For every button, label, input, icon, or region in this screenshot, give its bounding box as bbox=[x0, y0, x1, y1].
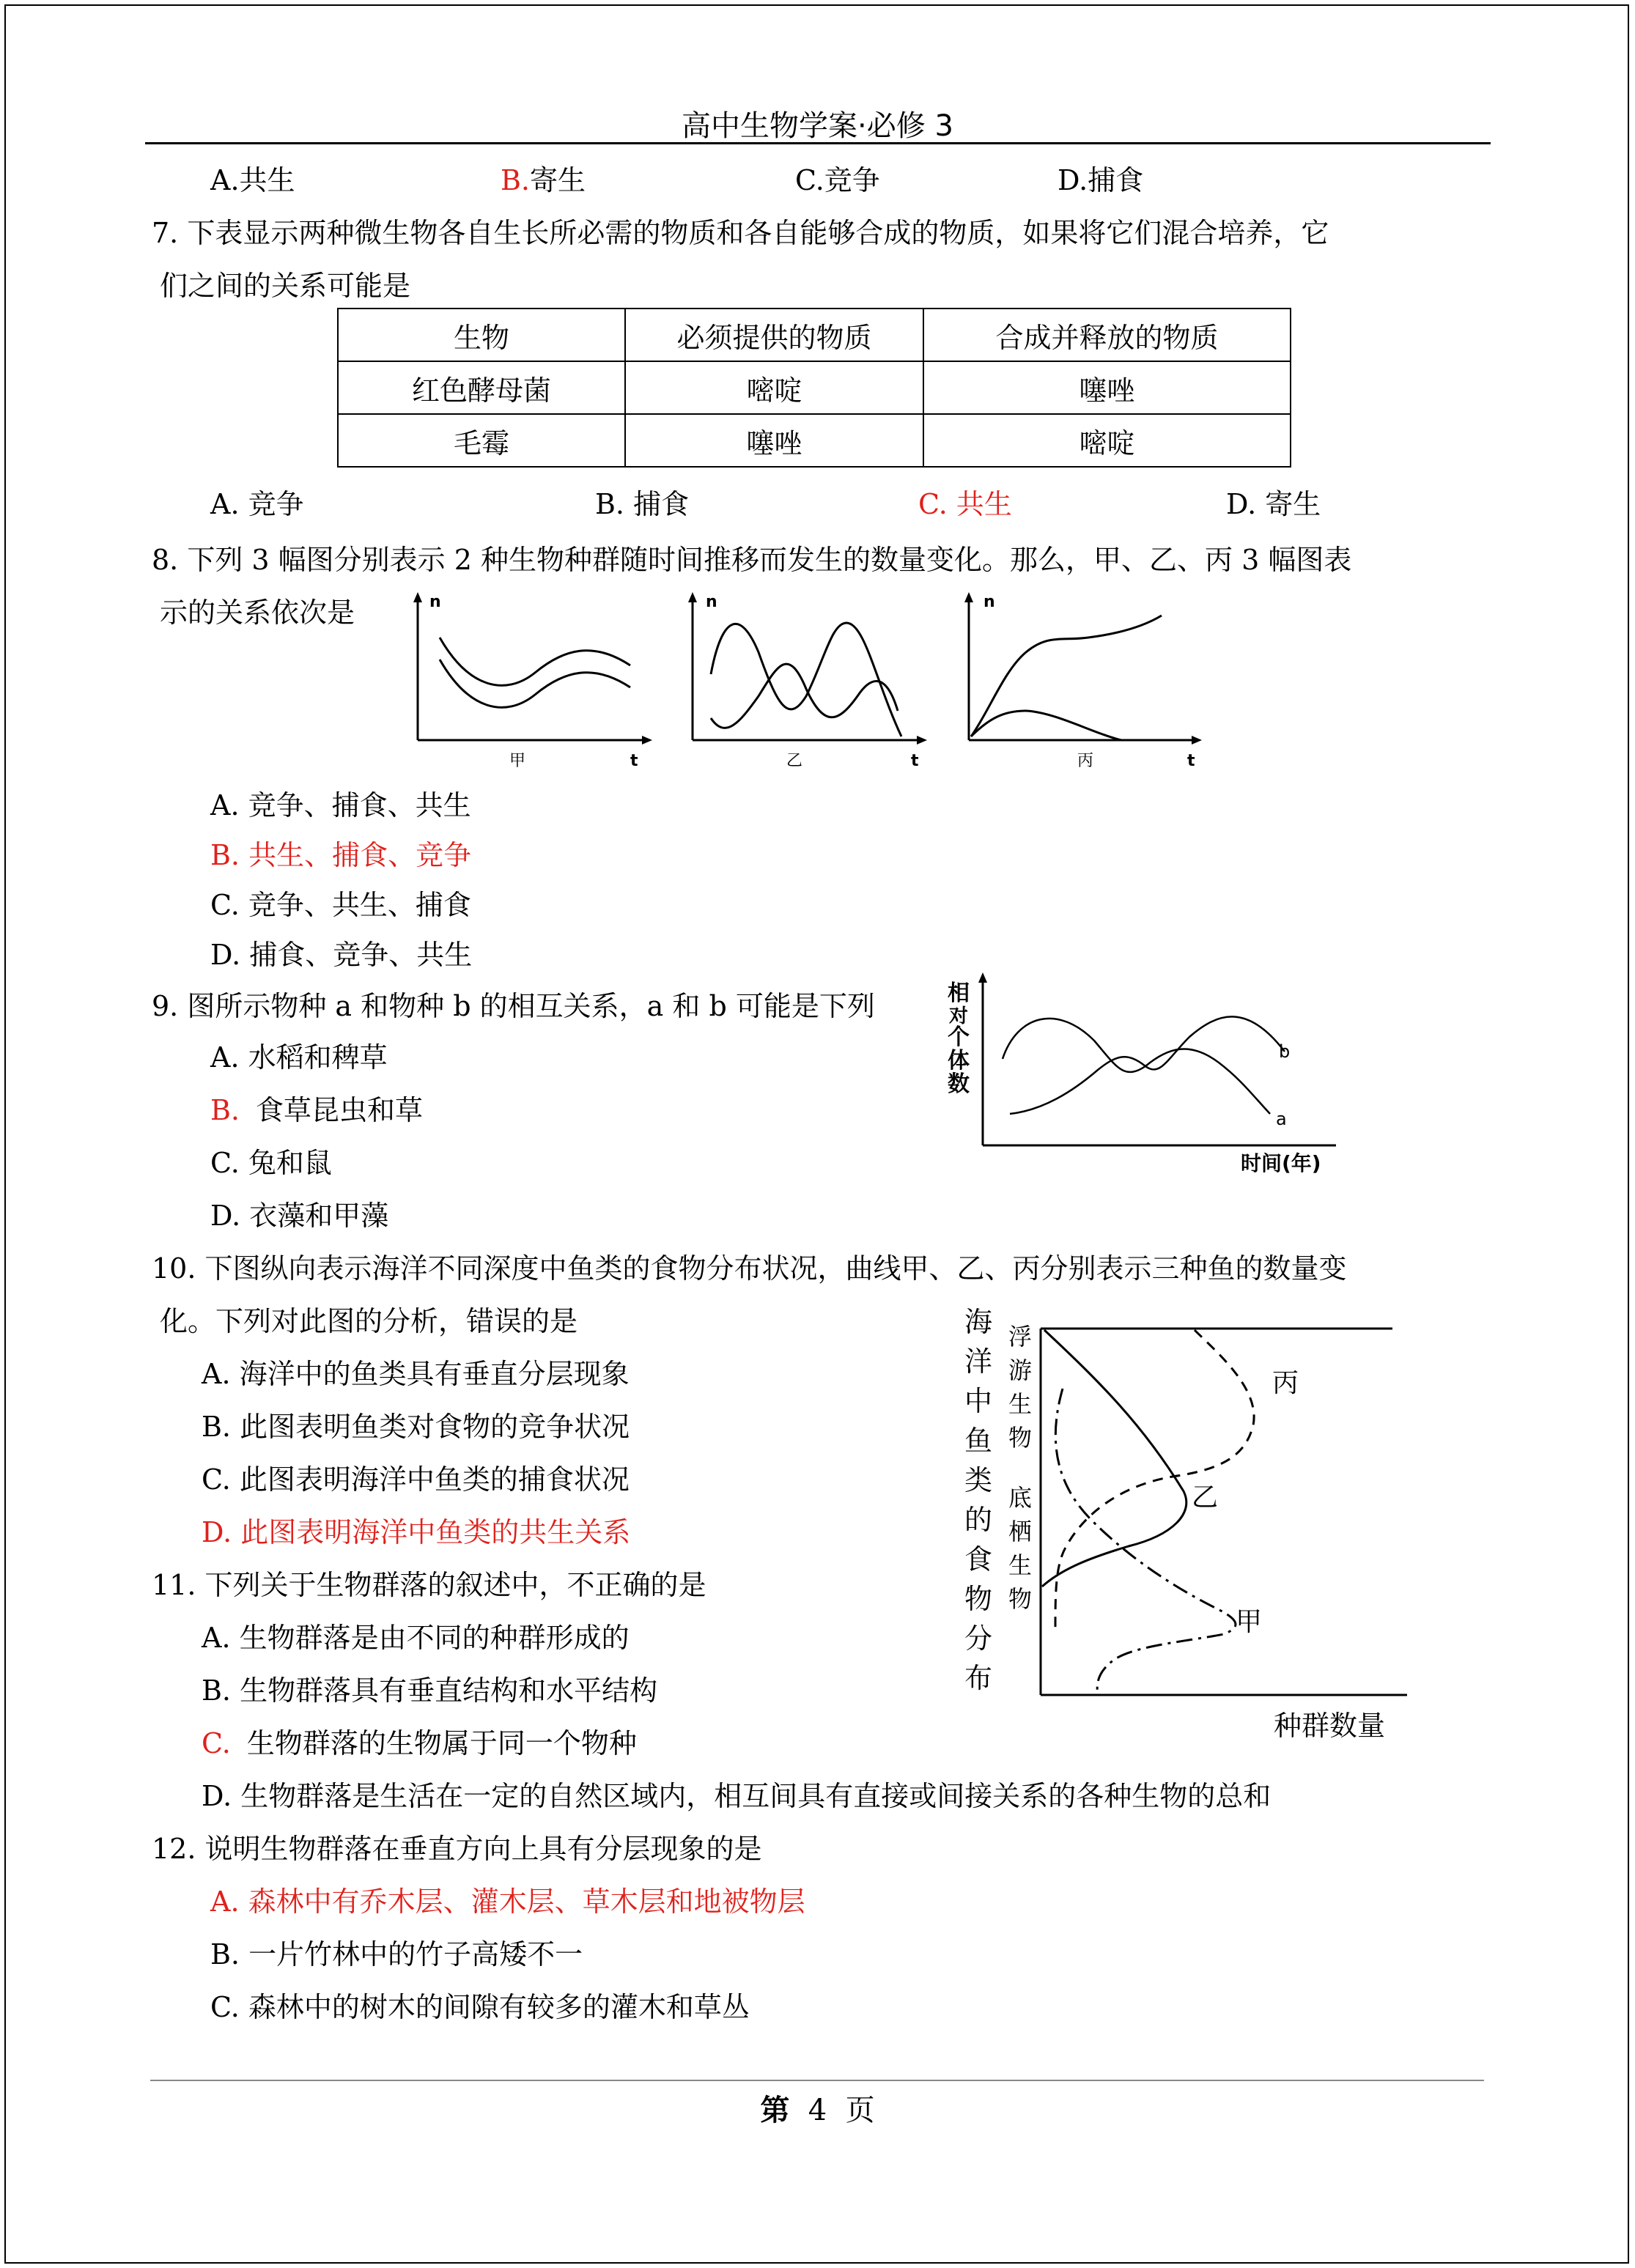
q11-option-c-text: 生物群落的生物属于同一个物种 bbox=[246, 1727, 637, 1759]
bottom-label-char: 物 bbox=[1008, 1585, 1033, 1613]
y-label: n bbox=[983, 593, 995, 611]
q9-option-d: D. 衣藻和甲藻 bbox=[210, 1200, 389, 1232]
curve-b-label: b bbox=[1279, 1041, 1291, 1062]
q12-option-c: C. 森林中的树木的间隙有较多的灌木和草丛 bbox=[210, 1991, 750, 2023]
q11-option-d: D. 生物群落是生活在一定的自然区域内，相互间具有直接或间接关系的各种生物的总和 bbox=[202, 1780, 1272, 1812]
q6-option-b-letter: B. bbox=[501, 164, 531, 196]
curve-yi-label: 乙 bbox=[1192, 1482, 1219, 1512]
float-label-char: 游 bbox=[1008, 1356, 1033, 1384]
x-axis-arrow bbox=[1192, 736, 1202, 745]
float-label-char: 物 bbox=[1008, 1424, 1033, 1452]
table-header-row bbox=[338, 309, 1291, 361]
y-axis-arrow bbox=[964, 592, 973, 602]
curve-bing-label: 丙 bbox=[1272, 1368, 1299, 1398]
q6-option-c: C.竞争 bbox=[795, 164, 880, 196]
q8-option-b: B. 共生、捕食、竞争 bbox=[210, 839, 472, 871]
q9-option-a: A. 水稻和稗草 bbox=[210, 1041, 388, 1074]
graph-caption: 甲 bbox=[509, 752, 526, 770]
page-header-title: 高中生物学案·必修 3 bbox=[682, 109, 953, 143]
y-axis-arrow bbox=[413, 592, 422, 602]
q10-option-b: B. 此图表明鱼类对食物的竞争状况 bbox=[202, 1411, 630, 1443]
footer-prefix: 第 bbox=[760, 2094, 790, 2127]
y-title-char: 洋 bbox=[964, 1345, 993, 1378]
q9-graph bbox=[940, 971, 1351, 1191]
y-axis-arrow bbox=[978, 972, 987, 983]
curve-jia-label: 甲 bbox=[1236, 1607, 1263, 1637]
q8-option-d: D. 捕食、竞争、共生 bbox=[210, 939, 473, 971]
q8-graph-jia bbox=[403, 586, 652, 784]
graph-caption: 丙 bbox=[1077, 752, 1094, 770]
curve-a bbox=[1003, 1019, 1270, 1114]
curve-winner bbox=[971, 616, 1162, 736]
y-label: n bbox=[429, 593, 441, 611]
x-label: 时间(年) bbox=[1241, 1151, 1321, 1175]
q12-stem: 12. 说明生物群落在垂直方向上具有分层现象的是 bbox=[152, 1833, 762, 1865]
table-header-cell: 必须提供的物质 bbox=[625, 309, 923, 361]
table-cell: 嘧啶 bbox=[923, 414, 1291, 467]
q10-stem-line1: 10. 下图纵向表示海洋不同深度中鱼类的食物分布状况，曲线甲、乙、丙分别表示三种鱼的数量变 bbox=[152, 1252, 1347, 1285]
q7-stem-line1: 7. 下表显示两种微生物各自生长所必需的物质和各自能够合成的物质，如果将它们混合培养，它 bbox=[152, 217, 1329, 249]
page-footer bbox=[0, 2087, 1635, 2129]
y-axis-arrow bbox=[688, 592, 697, 602]
y-title-char: 海 bbox=[964, 1306, 993, 1338]
y-label-char: 体 bbox=[948, 1048, 970, 1074]
q7-option-c: C. 共生 bbox=[918, 488, 1012, 520]
bottom-label-char: 栖 bbox=[1008, 1518, 1033, 1545]
q8-option-a: A. 竞争、捕食、共生 bbox=[210, 789, 471, 821]
bottom-label-char: 底 bbox=[1008, 1484, 1033, 1512]
y-title-char: 分 bbox=[964, 1622, 993, 1655]
table-cell: 毛霉 bbox=[338, 414, 625, 467]
q11-option-a: A. 生物群落是由不同的种群形成的 bbox=[202, 1622, 630, 1654]
q10-graph bbox=[953, 1293, 1422, 1748]
float-label-char: 生 bbox=[1008, 1390, 1033, 1418]
x-axis-arrow bbox=[917, 736, 927, 745]
y-label: n bbox=[706, 593, 717, 611]
graph-caption: 乙 bbox=[786, 752, 803, 770]
curve-a-label: a bbox=[1276, 1109, 1287, 1129]
q8-option-c: C. 竞争、共生、捕食 bbox=[210, 889, 471, 921]
table-cell: 嘧啶 bbox=[625, 361, 923, 414]
q11-option-c bbox=[202, 1726, 637, 1761]
q11-option-b: B. 生物群落具有垂直结构和水平结构 bbox=[202, 1674, 658, 1707]
q9-option-b-letter: B. bbox=[210, 1094, 240, 1126]
q8-graph-bing bbox=[953, 586, 1202, 784]
header-rule bbox=[145, 142, 1491, 144]
y-title-char: 布 bbox=[964, 1662, 993, 1694]
table-header-cell: 合成并释放的物质 bbox=[923, 309, 1291, 361]
q7-option-d: D. 寄生 bbox=[1226, 488, 1321, 520]
table-header-cell: 生物 bbox=[338, 309, 625, 361]
curve-bing bbox=[1055, 1330, 1254, 1630]
curve-loser bbox=[971, 711, 1121, 740]
q9-option-c: C. 兔和鼠 bbox=[210, 1147, 332, 1179]
x-label: 种群数量 bbox=[1274, 1710, 1386, 1742]
x-label: t bbox=[1187, 752, 1195, 770]
table-cell: 红色酵母菌 bbox=[338, 361, 625, 414]
page-number: 4 bbox=[808, 2094, 827, 2127]
curve-yi bbox=[1042, 1330, 1186, 1587]
q10-option-d: D. 此图表明海洋中鱼类的共生关系 bbox=[202, 1516, 631, 1548]
q8-stem-line2: 示的关系依次是 bbox=[160, 596, 355, 629]
q7-table bbox=[337, 308, 1291, 468]
y-label-char: 对 bbox=[949, 1005, 969, 1027]
q10-stem-line2: 化。下列对此图的分析，错误的是 bbox=[160, 1305, 578, 1337]
y-label-char: 相 bbox=[948, 980, 970, 1006]
q7-stem-line2: 们之间的关系可能是 bbox=[160, 270, 411, 302]
float-label-char: 浮 bbox=[1008, 1323, 1033, 1351]
table-row bbox=[338, 414, 1291, 467]
q12-option-b: B. 一片竹林中的竹子高矮不一 bbox=[210, 1938, 583, 1970]
footer-rule bbox=[150, 2080, 1484, 2081]
q8-stem-line1: 8. 下列 3 幅图分别表示 2 种生物种群随时间推移而发生的数量变化。那么，甲、乙、丙 3 幅图表 bbox=[152, 544, 1352, 576]
curve-prey bbox=[711, 664, 898, 728]
table-cell: 噻唑 bbox=[625, 414, 923, 467]
q9-stem: 9. 图所示物种 a 和物种 b 的相互关系，a 和 b 可能是下列 bbox=[152, 990, 875, 1022]
y-title-char: 物 bbox=[964, 1583, 993, 1615]
q6-option-d: D.捕食 bbox=[1058, 164, 1144, 196]
q7-option-a: A. 竞争 bbox=[210, 488, 304, 520]
y-title-char: 鱼 bbox=[964, 1425, 993, 1457]
q9-option-b bbox=[210, 1093, 423, 1128]
q11-stem: 11. 下列关于生物群落的叙述中，不正确的是 bbox=[152, 1569, 706, 1601]
q7-option-b: B. 捕食 bbox=[595, 488, 690, 520]
q10-option-a: A. 海洋中的鱼类具有垂直分层现象 bbox=[202, 1358, 630, 1390]
y-title-char: 类 bbox=[964, 1464, 993, 1496]
q11-option-c-letter: C. bbox=[202, 1727, 231, 1759]
q8-graph-yi bbox=[678, 586, 927, 784]
table-row bbox=[338, 361, 1291, 414]
bottom-label-char: 生 bbox=[1008, 1551, 1033, 1579]
y-title-char: 中 bbox=[964, 1385, 993, 1417]
q6-option-b bbox=[501, 163, 586, 198]
y-title-char: 的 bbox=[964, 1504, 993, 1536]
curve-upper bbox=[440, 638, 630, 685]
curve-lower bbox=[440, 660, 630, 707]
x-label: t bbox=[911, 752, 919, 770]
q6-option-a: A.共生 bbox=[210, 164, 295, 196]
y-title-char: 食 bbox=[964, 1543, 993, 1576]
y-label-char: 个 bbox=[948, 1024, 970, 1050]
y-label-char: 数 bbox=[948, 1071, 970, 1097]
footer-suffix: 页 bbox=[845, 2094, 875, 2127]
q10-option-c: C. 此图表明海洋中鱼类的捕食状况 bbox=[202, 1463, 630, 1496]
q12-option-a: A. 森林中有乔木层、灌木层、草木层和地被物层 bbox=[210, 1885, 805, 1918]
x-label: t bbox=[630, 752, 638, 770]
table-cell: 噻唑 bbox=[923, 361, 1291, 414]
q9-option-b-text: 食草昆虫和草 bbox=[256, 1094, 424, 1126]
q6-option-b-text: 寄生 bbox=[530, 164, 586, 196]
x-axis-arrow bbox=[642, 736, 652, 745]
